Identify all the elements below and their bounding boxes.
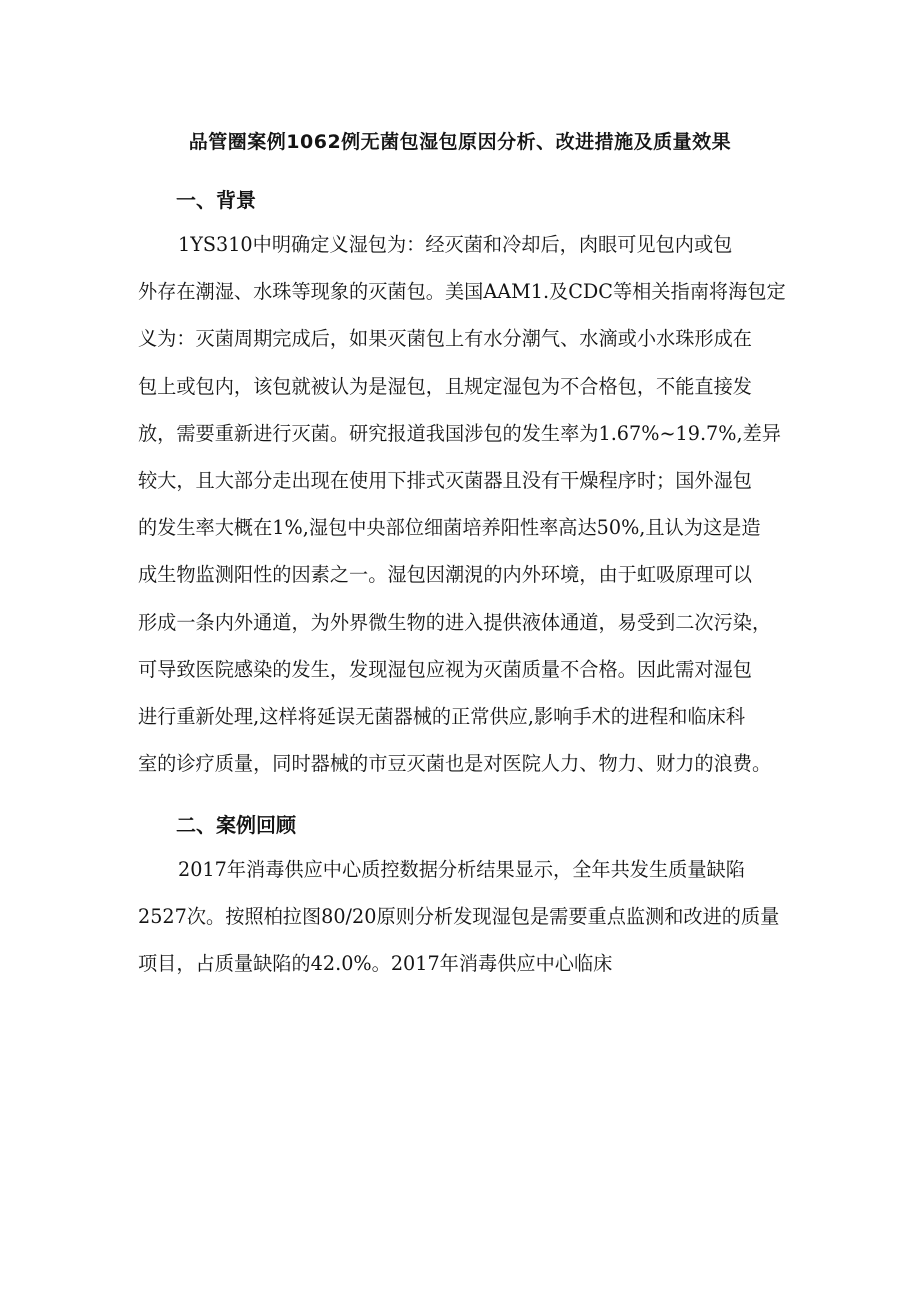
document-title: 品管圈案例1062例无菌包湿包原因分析、改进措施及质量效果 [188, 131, 732, 153]
text-line: 外存在潮湿、水珠等现象的灭菌包。美国AAM1.及CDC等相关指南将海包定 [138, 280, 786, 304]
text-line: 1YS310中明确定义湿包为：经灭菌和冷却后，肉眼可见包内或包 [178, 233, 733, 256]
text-line: 较大，且大部分走出现在使用下排式灭菌器且没有干燥程序时；国外湿包 [138, 468, 752, 492]
paragraph-case-review [138, 855, 798, 997]
text-line: 项目，占质量缺陷的42.0%。2017年消毒供应中心临床 [138, 952, 613, 976]
text-line: 成生物监测阳性的因素之一。湿包因潮涀的内外环境，由于虹吸原理可以 [138, 563, 752, 587]
text-line: 室的诊疗质量，同时器械的市豆灭菌也是对医院人力、物力、财力的浪费。 [138, 752, 772, 776]
text-line: 2017年消毒供应中心质控数据分析结果显示，全年共发生质量缺陷 [178, 858, 745, 881]
text-line: 放，需要重新进行灭菌。研究报道我国涉包的发生率为1.67%~19.7%,差异 [138, 421, 781, 445]
text-line: 2527次。按照柏拉图80/20原则分析发现湿包是需要重点监测和改进的质量 [138, 905, 780, 929]
text-line: 的发生率大概在1%,湿包中央部位细菌培养阳性率高达50%,且认为这是造 [138, 516, 761, 540]
section-heading-background: 一、背景 [176, 188, 256, 212]
text-line: 包上或包内，该包就被认为是湿包，且规定湿包为不合格包，不能直接发 [138, 374, 752, 398]
section-heading-case-review: 二、案例回顾 [176, 813, 296, 837]
text-line: 形成一条内外通道，为外界微生物的进入提供液体通道，易受到二次污染， [138, 610, 772, 634]
text-line: 义为：灭菌周期完成后，如果灭菌包上有水分潮气、水滴或小水珠形成在 [138, 327, 752, 351]
text-line: 进行重新处理,这样将延误无菌器械的正常供应,影响手术的进程和临床科 [138, 704, 746, 728]
paragraph-background [138, 230, 798, 796]
text-line: 可导致医院感染的发生，发现湿包应视为灭菌质量不合格。因此需对湿包 [138, 657, 752, 681]
